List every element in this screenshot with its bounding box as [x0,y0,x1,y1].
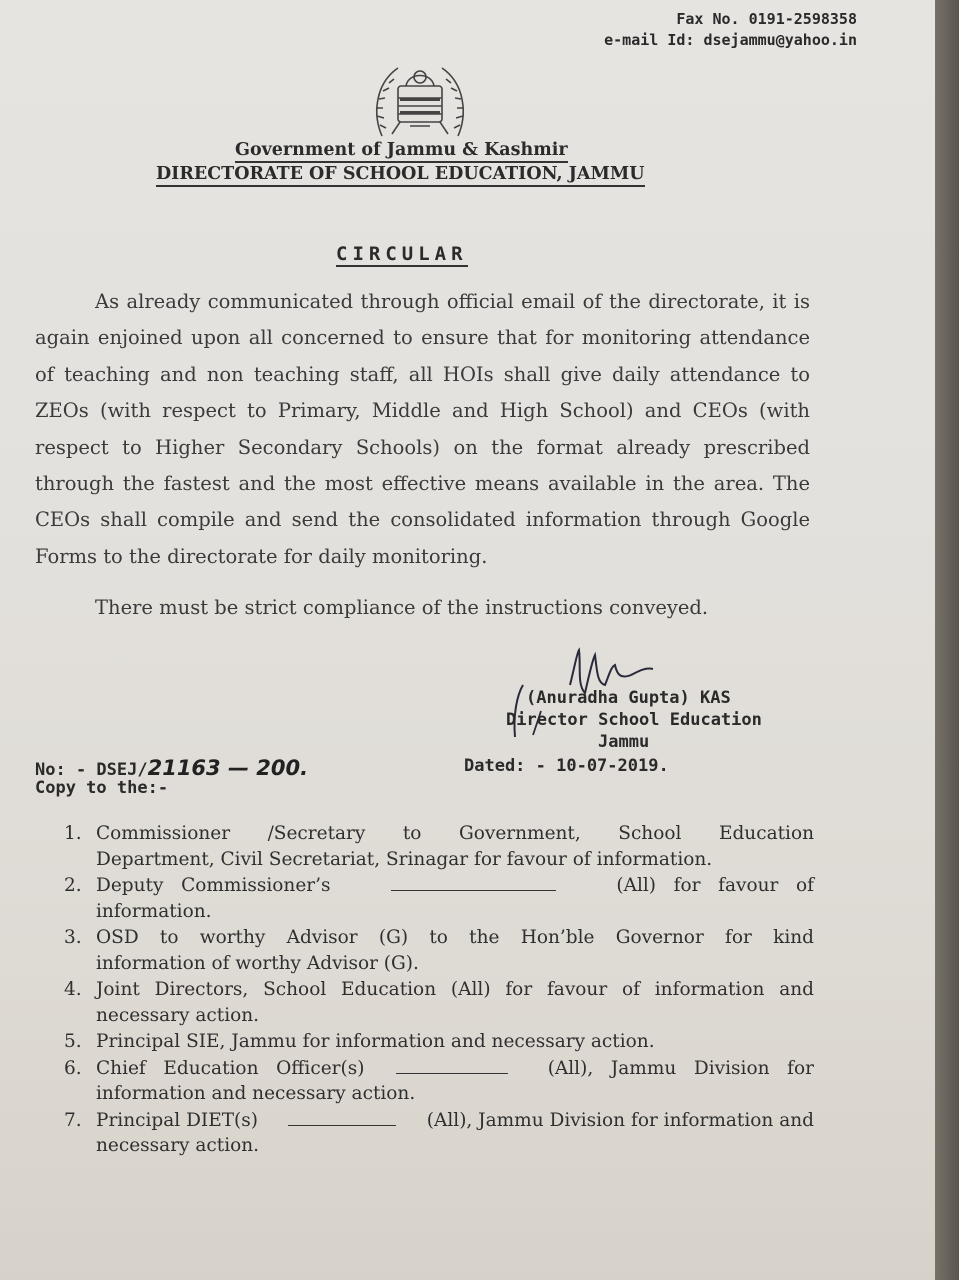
list-item-text: OSD to worthy Advisor (G) to the Hon’ble Governor for kind [96,927,814,948]
paragraph-line: respect to Higher Secondary Schools) on the format already prescribed [35,435,810,459]
list-item-text: Joint Directors, School Education (All) for favour of information and [96,979,814,1000]
copy-to-heading: Copy to the:- [35,778,169,798]
state-emblem-icon [370,58,470,140]
list-item [64,1056,814,1107]
circular-body-paragraph [35,284,810,575]
circular-number [35,756,308,780]
signatory-place: Jammu [598,732,650,752]
compliance-paragraph: There must be strict compliance of the instructions conveyed. [95,596,709,619]
paragraph-line: CEOs shall compile and send the consolidated information through Google [35,508,810,532]
list-item-text: information of worthy Advisor (G). [96,952,419,974]
list-item-number: 6. [64,1057,82,1079]
paragraph-line: again enjoined upon all concerned to ensure that for monitoring attendance [35,326,810,350]
list-item-text: Principal SIE, Jammu for information and necessary action. [96,1031,655,1052]
fax-number: Fax No. 0191-2598358 [676,10,857,28]
signatory-designation: Director School Education [506,710,762,730]
list-item-text: information and necessary action. [96,1083,416,1104]
list-item-text: (All) for favour of [616,875,814,896]
paragraph-line: of teaching and non teaching staff, all HOIs shall give daily attendance to [35,362,810,386]
list-item-text: (All), Jammu Division for [547,1057,814,1079]
signatory-name: (Anuradha Gupta) KAS [526,688,731,708]
blank-line [288,1111,396,1126]
list-item-number: 2. [64,875,82,896]
list-item-text: necessary action. [96,1004,260,1026]
list-item [64,925,814,976]
list-item [64,1029,814,1055]
copy-to-list [64,821,814,1159]
list-item-number: 1. [64,823,82,844]
list-item-text: Department, Civil Secretariat, Srinagar for favour of information. [96,848,713,870]
org-directorate-name: DIRECTORATE OF SCHOOL EDUCATION, JAMMU [156,164,645,187]
blank-line [396,1059,508,1074]
email-id: e-mail Id: dsejammu@yahoo.in [604,31,857,49]
circular-number-handwritten: 21163 — 200. [147,756,309,780]
list-item [64,873,814,924]
list-item-number: 7. [64,1109,82,1131]
list-item [64,977,814,1028]
circular-date: Dated: - 10-07-2019. [464,756,669,776]
paragraph-line: ZEOs (with respect to Primary, Middle and High School) and CEOs (with [35,399,810,423]
list-item-text: necessary action. [96,1135,260,1156]
list-item-text: Chief Education Officer(s) [96,1057,365,1079]
list-item [64,821,814,872]
list-item-text: Principal DIET(s) [96,1109,258,1131]
list-item-number: 3. [64,927,82,948]
paragraph-line: As already communicated through official email of the directorate, it is [95,290,810,313]
list-item-number: 5. [64,1031,82,1052]
paragraph-line: Forms to the directorate for daily monitoring. [35,544,488,568]
org-government-name: Government of Jammu & Kashmir [235,140,568,163]
blank-line [391,876,556,891]
list-item-number: 4. [64,979,82,1000]
paragraph-line: through the fastest and the most effective means available in the area. The [35,472,810,496]
list-item-text: Deputy Commissioner’s [96,875,331,896]
list-item-text: information. [96,900,212,922]
list-item [64,1108,814,1159]
list-item-text: Commissioner /Secretary to Government, School Education [96,823,814,844]
circular-title: CIRCULAR [336,243,468,265]
list-item-text: (All), Jammu Division for information and [426,1109,814,1131]
circular-number-label: No: - DSEJ/ [35,760,148,780]
